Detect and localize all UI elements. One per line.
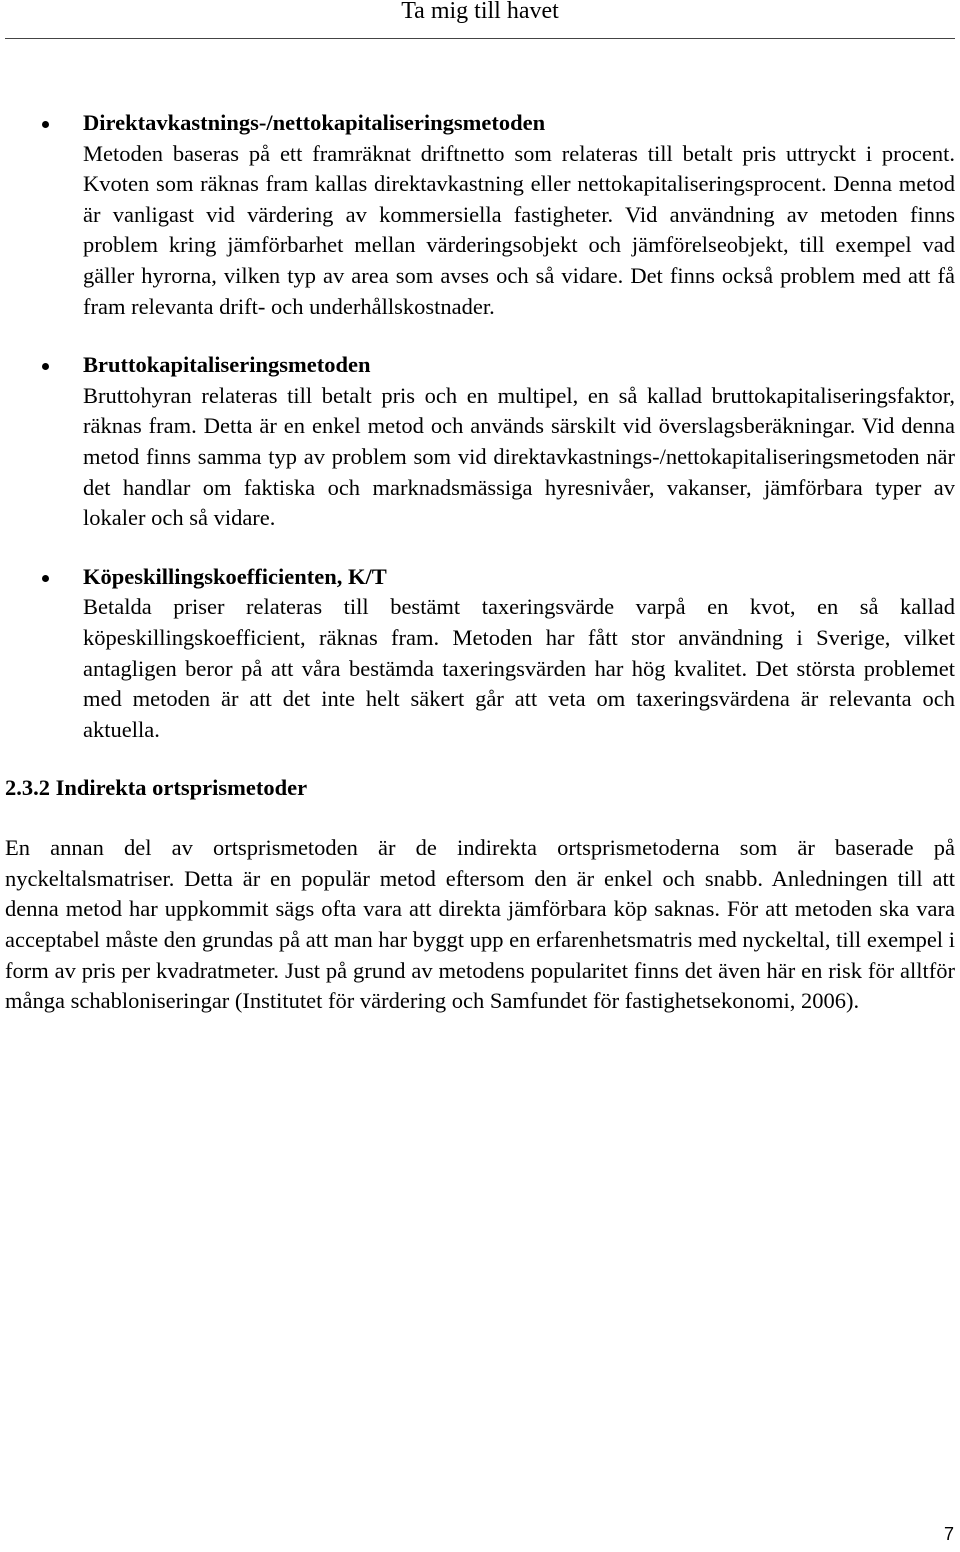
list-item xyxy=(5,350,955,534)
list-item-title: Bruttokapitaliseringsmetoden xyxy=(83,352,371,378)
list-item-text: Bruttohyran relateras till betalt pris och en multipel, en så kallad bruttokapitaliseringsfaktor, räknas fram. Detta är en enkel metod och används särskilt vid överslagsberäkningar. Vid denna metod finns samma typ av problem som vid direktavkastnings-/nettokapitaliseringsmetoden när det handlar om faktiska och marknadsmässiga hyresnivåer, vakanser, jämförbara typer av lokaler och så vidare. xyxy=(83,382,955,531)
list-item-text: Betalda priser relateras till bestämt taxeringsvärde varpå en kvot, en så kallad köpeskillingskoefficient, räknas fram. Metoden har fått stor användning i Sverige, vilket antagligen beror på att våra bestämda taxeringsvärden har hög kvalitet. Det största problemet med metoden är att det inte helt säkert går att veta om taxeringsvärdena är relevanta och aktuella. xyxy=(83,594,955,742)
list-item-title: Direktavkastnings-/nettokapitaliseringsmetoden xyxy=(83,110,546,135)
bullet-icon xyxy=(42,121,49,128)
page-number: 7 xyxy=(943,1524,954,1544)
running-header-title: Ta mig till havet xyxy=(401,0,559,24)
list-item xyxy=(5,562,955,746)
document-body xyxy=(5,108,955,1017)
list-item xyxy=(5,108,955,322)
bullet-icon xyxy=(42,363,49,370)
page-header xyxy=(0,0,960,40)
list-item-title: Köpeskillingskoefficienten, K/T xyxy=(83,563,387,589)
header-divider xyxy=(5,38,955,39)
section-paragraph: En annan del av ortsprismetoden är de indirekta ortsprismetoderna som är baserade på nyckeltalsmatriser. Detta är en populär metod eftersom den är enkel och snabb. Anledningen till att denna metod har uppkommit sägs ofta vara att direkta jämförbara köp saknas. För att metoden ska vara acceptabel måste den grundas på att man har byggt upp en erfarenhetsmatris med nyckeltal, till exempel i form av pris per kvadratmeter. Just på grund av metodens popularitet finns det även här en risk för alltför många schabloniseringar (Institutet för värdering och Samfundet för fastighetsekonomi, 2006). xyxy=(5,835,955,1014)
list-item-text: Metoden baseras på ett framräknat driftnetto som relateras till betalt pris uttryckt i procent. Kvoten som räknas fram kallas direktavkastning eller nettokapitaliseringsprocent. Denna metod är vanligast vid värdering av kommersiella fastigheter. Vid användning av metoden finns problem kring jämförbarhet mellan värderingsobjekt och jämförelseobjekt, till exempel vad gäller hyrorna, vilken typ av area som avses och så vidare. Det finns också problem med att få fram relevanta drift- och underhållskostnader. xyxy=(83,140,955,319)
section-heading: 2.3.2 Indirekta ortsprismetoder xyxy=(5,775,308,801)
bullet-icon xyxy=(42,575,49,582)
